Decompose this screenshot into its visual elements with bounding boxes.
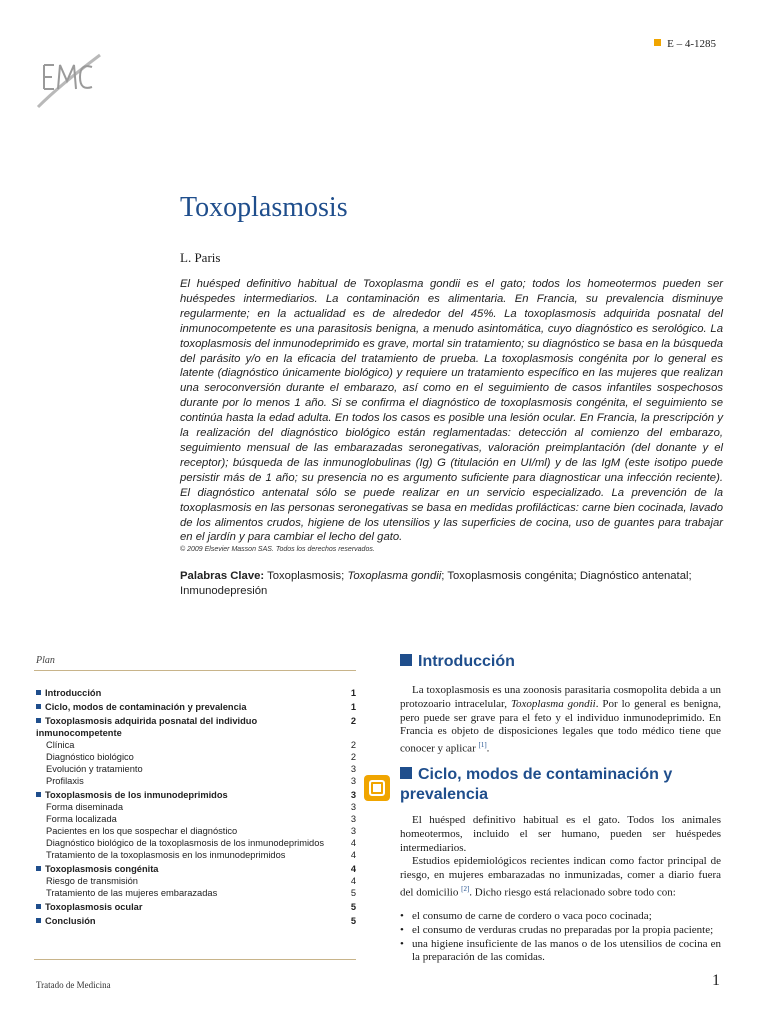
plan-item-page: 3 [350, 814, 356, 824]
reference-link[interactable]: [2] [461, 884, 470, 893]
plan-item[interactable] [36, 825, 356, 837]
plan-item[interactable] [36, 887, 356, 899]
plan-list [36, 685, 356, 927]
journal-name: Tratado de Medicina [36, 980, 111, 990]
plan-item-page: 4 [350, 864, 356, 874]
square-icon [400, 767, 412, 779]
plan-item-label: Introducción [45, 688, 102, 698]
square-icon [36, 866, 41, 871]
divider [34, 670, 356, 671]
list-item: • una higiene insuficiente de las manos o de los utensilios de cocina en la preparación de las comidas. [400, 938, 721, 966]
plan-item-page: 1 [350, 702, 356, 712]
plan-item-page: 3 [350, 776, 356, 786]
plan-item-page: 2 [350, 752, 356, 762]
square-icon [400, 654, 412, 666]
divider [34, 959, 356, 960]
emc-logo [30, 45, 110, 115]
plan-item[interactable] [36, 687, 356, 699]
reference-link[interactable]: [1] [478, 741, 487, 750]
plan-item-label: Diagnóstico biológico de la toxoplasmosis de los inmunodeprimidos [46, 838, 325, 848]
plan-item[interactable] [36, 763, 356, 775]
square-icon [36, 704, 41, 709]
plan-item-page: 5 [350, 902, 356, 912]
plan-item-label: Tratamiento de la toxoplasmosis en los inmunodeprimidos [46, 850, 286, 860]
plan-item-label: Pacientes en los que sospechar el diagnóstico [46, 826, 238, 836]
risk-list [400, 910, 721, 965]
square-icon [36, 792, 41, 797]
plan-item-page: 4 [350, 876, 356, 886]
abstract: El huésped definitivo habitual de Toxoplasma gondii es el gato; todos los homeotermos pueden ser huéspedes intermediarios. La contaminación es alimentaria. En Francia, su prevalencia disminuye regularmente; en la actualidad es de alrededor del 45%. La toxoplasmosis adquirida posnatal del inmunocompetente es una parasitosis benigna, a menudo asintomática, cuyo diagnóstico es serológico. La toxoplasmosis del inmunodeprimido es grave, mortal sin tratamiento; su diagnóstico se basa en la búsqueda del parásito y/o en la eficacia del tratamiento de prueba. La toxoplasmosis congénita por lo general es latente (diagnóstico únicamente biológico) y requiere un tratamiento específico en las mujeres que realizan una seroconversión durante el embarazo, así como en el seguimiento de casos infantiles sospechosos durante por lo menos 1 año. Si se confirma el diagnóstico de toxoplasmosis congénita, el seguimiento se continúa hasta la edad adulta. En todos los casos es posible una lesión ocular. En Francia, la prescripción y la realización del diagnóstico biológico están reglamentadas: detección al comienzo del embarazo, seguimiento mensual de las embarazadas seronegativas, valoración preimplantación (del donante y el receptor); búsqueda de las inmunoglobulinas (Ig) G (titulación en UI/ml) y de las IgM (este isotipo puede persistir más de 1 año; su presencia no es argumento suficiente para diagnosticar una infección reciente). El diagnóstico antenatal sólo se puede realizar en un servicio especializado. La prevención de la toxoplasmosis en las personas seronegativas se basa en medidas profilácticas: carne bien cocinada, lavado de los alimentos crudos, higiene de los utensilios y las superficies de cocina, uso de guantes para trabajar en el jardín y para cambiar el lecho del gato. [180, 278, 723, 544]
keywords: Palabras Clave: Toxoplasmosis; Toxoplasma gondii; Toxoplasmosis congénita; Diagnóstico antenatal; Inmunodepresión [180, 570, 692, 597]
plan-item-label: Profilaxis [46, 776, 84, 786]
plan-item[interactable] [36, 849, 356, 861]
plan-item[interactable] [36, 789, 356, 801]
article-title: Toxoplasmosis [180, 192, 348, 223]
plan-item[interactable] [36, 915, 356, 927]
plan-item-page: 4 [350, 838, 356, 848]
plan-item-label: Evolución y tratamiento [46, 764, 143, 774]
plan-item-page: 3 [350, 790, 356, 800]
plan-item-label: Toxoplasmosis congénita [45, 864, 159, 874]
plan-item[interactable] [36, 901, 356, 913]
plan-item[interactable] [36, 801, 356, 813]
square-icon [36, 690, 41, 695]
document-code: E – 4-1285 [654, 38, 716, 50]
list-item: • el consumo de verduras crudas no preparadas por la propia paciente; [400, 924, 721, 938]
plan-item-label: Ciclo, modos de contaminación y prevalencia [45, 702, 247, 712]
square-icon [36, 904, 41, 909]
plan-item-page: 5 [350, 916, 356, 926]
plan-item[interactable] [36, 875, 356, 887]
copyright: © 2009 Elsevier Masson SAS. Todos los derechos reservados. [180, 546, 375, 553]
page-number: 1 [712, 972, 720, 989]
media-icon[interactable] [364, 775, 390, 801]
plan-item-page: 3 [350, 764, 356, 774]
plan-item-label: Diagnóstico biológico [46, 752, 134, 762]
plan-item-label: Clínica [46, 740, 75, 750]
plan-item[interactable] [36, 715, 356, 739]
plan-item[interactable] [36, 837, 356, 849]
plan-item[interactable] [36, 813, 356, 825]
plan-item-page: 1 [350, 688, 356, 698]
plan-item[interactable] [36, 775, 356, 787]
cycle-paragraph-2: Estudios epidemiológicos recientes indican como factor principal de riesgo, en mujeres embarazadas no inmunizadas, comer a diario fuera del domicilio [2]. Dicho riesgo está relacionado sobre todo con: [400, 855, 721, 899]
plan-item[interactable] [36, 863, 356, 875]
plan-item-label: Toxoplasmosis adquirida posnatal del individuo inmunocompetente [36, 716, 258, 738]
square-icon [36, 918, 41, 923]
plan-item[interactable] [36, 739, 356, 751]
intro-paragraph: La toxoplasmosis es una zoonosis parasitaria cosmopolita debida a un protozoario intracelular, Toxoplasma gondii. Por lo general es benigna, pero puede ser grave para el feto y el individuo inmunodeprimido. En Francia es objeto de disposiciones legales que todo médico tiene que conocer y aplicar [1]. [400, 684, 722, 755]
article-author: L. Paris [180, 250, 221, 265]
plan-item-label: Tratamiento de las mujeres embarazadas [46, 888, 218, 898]
plan-item-page: 3 [350, 826, 356, 836]
square-icon [36, 718, 41, 723]
plan-label: Plan [36, 655, 55, 666]
plan-item-page: 2 [350, 740, 356, 750]
section-heading-cycle: Ciclo, modos de contaminación y prevalencia [400, 766, 673, 803]
plan-item-page: 2 [350, 716, 356, 726]
plan-item-page: 3 [350, 802, 356, 812]
plan-item-label: Conclusión [45, 916, 96, 926]
list-item: • el consumo de carne de cordero o vaca poco cocinada; [400, 910, 721, 924]
plan-item[interactable] [36, 751, 356, 763]
section-heading-intro: Introducción [400, 653, 515, 671]
plan-item-label: Toxoplasmosis ocular [45, 902, 143, 912]
plan-item-label: Toxoplasmosis de los inmunodeprimidos [45, 790, 228, 800]
cycle-paragraph-1: El huésped definitivo habitual es el gato. Todos los animales homeotermos, incluido el ser humano, pueden ser huéspedes intermediarios. [400, 814, 721, 854]
plan-item-label: Forma localizada [46, 814, 117, 824]
square-icon [654, 39, 661, 46]
plan-item-label: Riesgo de transmisión [46, 876, 138, 886]
plan-item-label: Forma diseminada [46, 802, 123, 812]
plan-item[interactable] [36, 701, 356, 713]
plan-item-page: 5 [350, 888, 356, 898]
plan-item-page: 4 [350, 850, 356, 860]
